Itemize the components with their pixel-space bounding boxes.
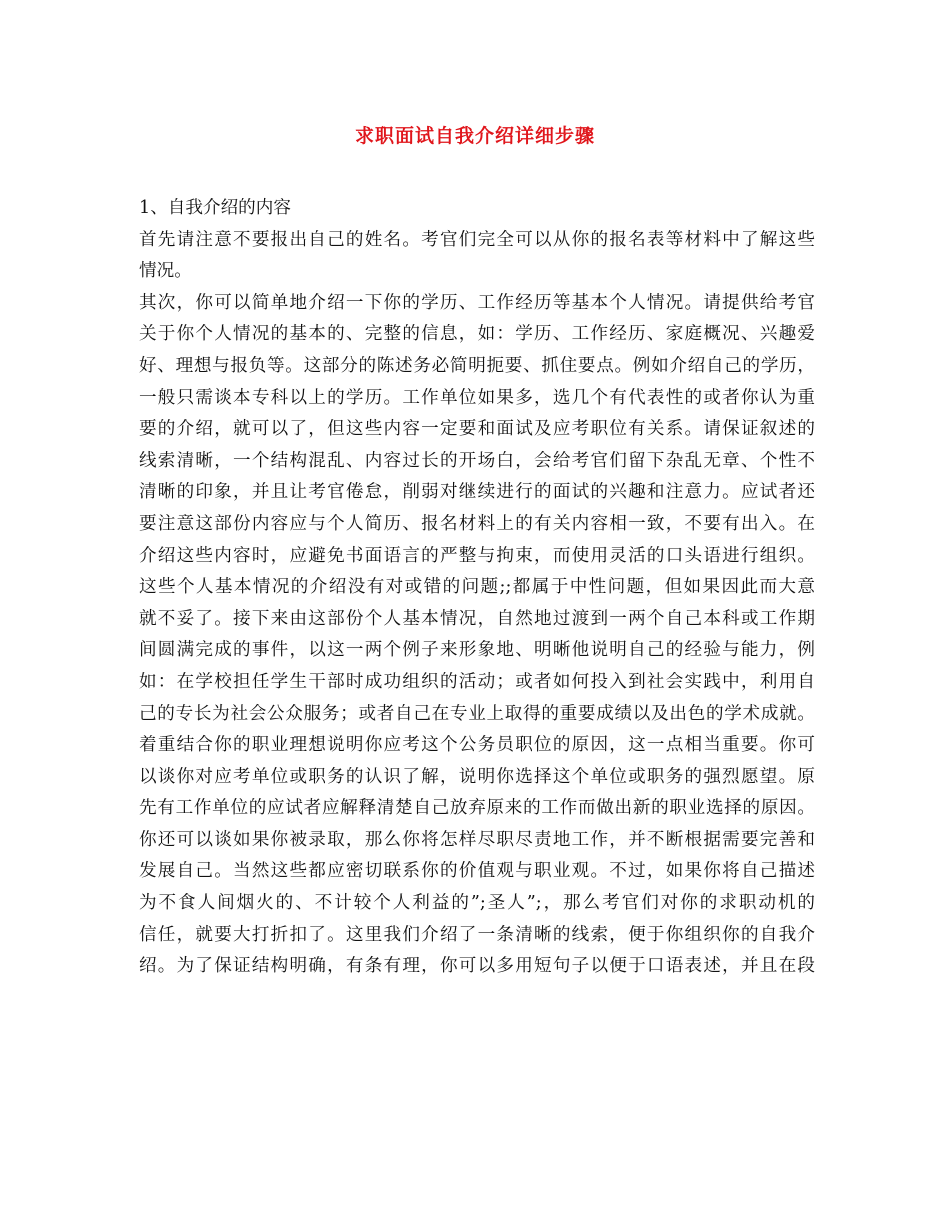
body-line: 为不食人间烟火的、不计较个人利益的”;圣人”;，那么考官们对你的求职动机的 bbox=[139, 893, 815, 914]
document-title: 求职面试自我介绍详细步骤 bbox=[354, 125, 595, 147]
body-line: 己的专长为社会公众服务；或者自己在专业上取得的重要成绩以及出色的学术成就。 bbox=[139, 703, 815, 724]
body-line: 如：在学校担任学生干部时成功组织的活动；或者如何投入到社会实践中，利用自 bbox=[139, 671, 815, 692]
body-line: 你还可以谈如果你被录取，那么你将怎样尽职尽责地工作，并不断根据需要完善和 bbox=[139, 829, 815, 850]
body-line: 着重结合你的职业理想说明你应考这个公务员职位的原因，这一点相当重要。你可 bbox=[139, 735, 815, 756]
body-line: 清晰的印象，并且让考官倦怠，削弱对继续进行的面试的兴趣和注意力。应试者还 bbox=[139, 482, 815, 503]
section-heading: 1、自我介绍的内容 bbox=[139, 198, 291, 218]
body-line: 其次，你可以简单地介绍一下你的学历、工作经历等基本个人情况。请提供给考官 bbox=[139, 292, 815, 313]
body-line: 以谈你对应考单位或职务的认识了解，说明你选择这个单位或职务的强烈愿望。原 bbox=[139, 766, 815, 787]
body-line: 介绍这些内容时，应避免书面语言的严整与拘束，而使用灵活的口头语进行组织。 bbox=[139, 545, 815, 566]
body-line: 发展自己。当然这些都应密切联系你的价值观与职业观。不过，如果你将自己描述 bbox=[139, 861, 815, 882]
body-line: 先有工作单位的应试者应解释清楚自己放弃原来的工作而做出新的职业选择的原因。 bbox=[139, 798, 815, 819]
body-line: 就不妥了。接下来由这部份个人基本情况，自然地过渡到一两个自己本科或工作期 bbox=[139, 608, 815, 629]
body-line: 首先请注意不要报出自己的姓名。考官们完全可以从你的报名表等材料中了解这些 bbox=[139, 229, 815, 250]
body-line: 好、理想与报负等。这部分的陈述务必简明扼要、抓住要点。例如介绍自己的学历， bbox=[139, 355, 815, 376]
body-line: 信任，就要大打折扣了。这里我们介绍了一条清晰的线索，便于你组织你的自我介 bbox=[139, 924, 815, 945]
document-body bbox=[139, 193, 815, 983]
body-line: 一般只需谈本专科以上的学历。工作单位如果多，选几个有代表性的或者你认为重 bbox=[139, 387, 815, 408]
body-line: 要注意这部份内容应与个人简历、报名材料上的有关内容相一致，不要有出入。在 bbox=[139, 513, 815, 534]
body-line: 绍。为了保证结构明确，有条有理，你可以多用短句子以便于口语表述，并且在段 bbox=[139, 956, 815, 977]
body-line: 关于你个人情况的基本的、完整的信息，如：学历、工作经历、家庭概况、兴趣爱 bbox=[139, 324, 815, 345]
body-line: 要的介绍，就可以了，但这些内容一定要和面试及应考职位有关系。请保证叙述的 bbox=[139, 419, 815, 440]
body-line: 情况。 bbox=[139, 261, 192, 282]
body-line: 这些个人基本情况的介绍没有对或错的问题;;都属于中性问题，但如果因此而大意 bbox=[139, 577, 815, 598]
body-line: 线索清晰，一个结构混乱、内容过长的开场白，会给考官们留下杂乱无章、个性不 bbox=[139, 450, 815, 471]
body-line: 间圆满完成的事件，以这一两个例子来形象地、明晰他说明自己的经验与能力，例 bbox=[139, 640, 815, 661]
